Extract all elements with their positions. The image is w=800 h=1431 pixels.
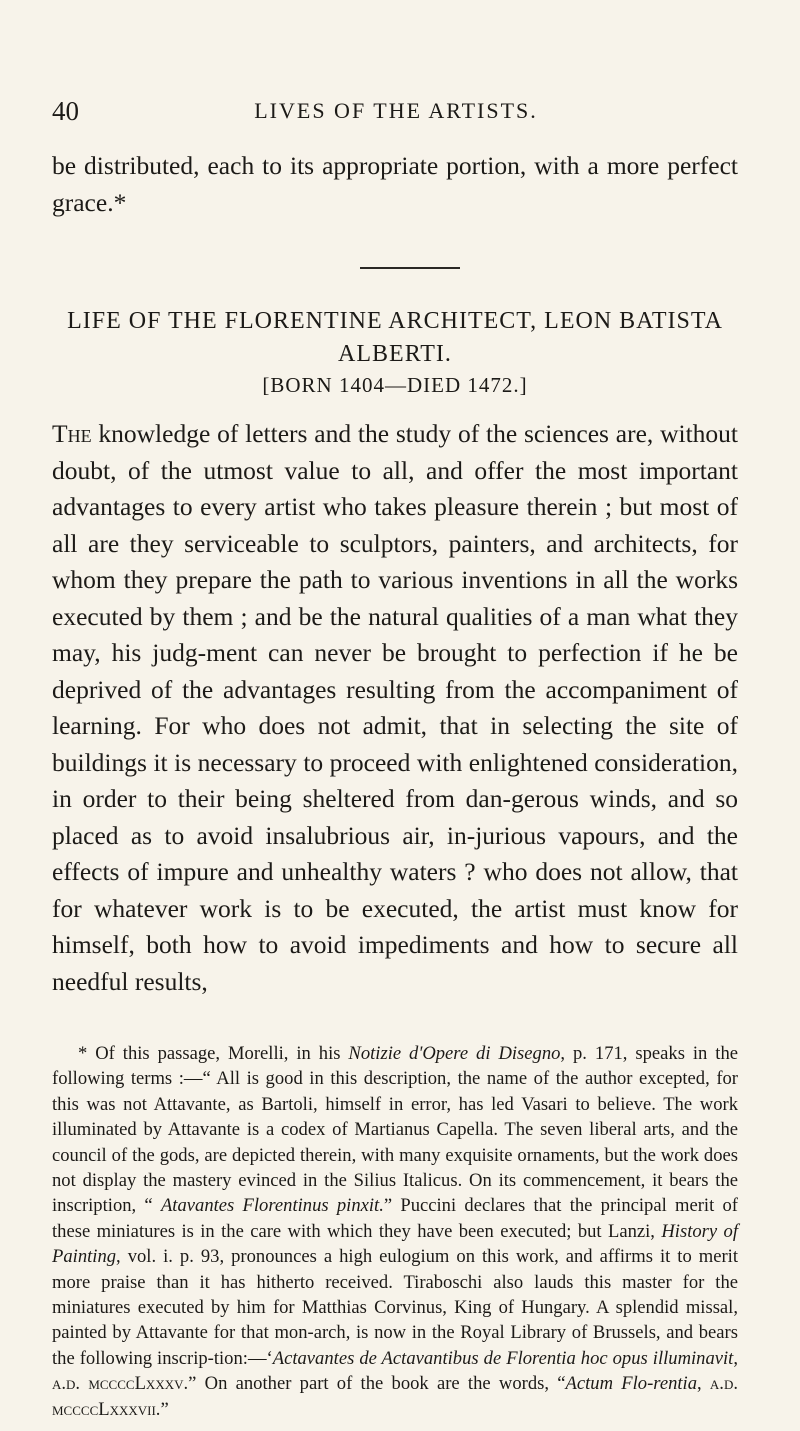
footnote-date: a.d. mccccLxxxvii. — [52, 1373, 738, 1420]
footnote-italic: Atavantes Florentinus pinxit. — [160, 1195, 384, 1217]
main-paragraph — [52, 416, 738, 1000]
main-paragraph-text: knowledge of letters and the study of the sciences are, without doubt, of the utmost value to all, and offer the most important advantages to every artist who takes pleasure therein ; but most of all are they serviceable to sculptors, painters, and architects, for whom they prepare the path to various inventions in all the works executed by them ; and be the natural qualities of a man what they may, his judg-ment can never be brought to perfection if he be deprived of the advantages resulting from the accompaniment of learning. For who does not admit, that in selecting the site of buildings it is necessary to proceed with enlightened consideration, in order to their being sheltered from dan-gerous winds, and so placed as to avoid insalubrious air, in-jurious vapours, and the effects of impure and unhealthy waters ? who does not allow, that for whatever work is to be executed, the artist must know for himself, both how to avoid impediments and how to secure all needful results, — [52, 419, 738, 996]
footnote-part: , vol. i. p. 93, pronounces a high eulogium on this work, and affirms it to merit more praise than it has hitherto received. Tiraboschi also lauds this master for the miniatures executed by him for Matthias Corvinus, King of Hungary. A splendid missal, painted by Attavante for that mon-arch, is now in the Royal Library of Brussels, and bears the following inscrip-tion:—‘ — [52, 1246, 738, 1369]
footnote-italic: History of Painting — [52, 1220, 738, 1268]
footnote-italic: Actavantes de Actavantibus de Florentia hoc opus illuminavit — [272, 1347, 734, 1369]
chapter-title-line1: LIFE OF THE FLORENTINE ARCHITECT, LEON BATISTA — [67, 308, 723, 334]
footnote-part: * Of this passage, Morelli, in his — [78, 1043, 349, 1064]
first-word: The — [52, 419, 92, 448]
footnote-part: ” Puccini declares that the principal merit of these miniatures is in the care with which they have been executed; but Lanzi, — [52, 1195, 738, 1242]
page-header — [52, 96, 740, 136]
footnote-part: , — [697, 1373, 710, 1395]
footnote-italic: Actum Flo-rentia — [565, 1373, 698, 1395]
footnote — [52, 1041, 738, 1422]
footnote-part: , p. 171, speaks in the following terms :—“ All is good in this description, the name of the author excepted, for this was not Attavante, as Bartoli, himself in error, has led Vasari to believe. The work illuminated by Attavante is a codex of Martianus Capella. The seven liberal arts, and the council of the gods, are depicted therein, with many exquisite ornaments, but the work does not display the mastery evinced in the Silius Italicus. On its commencement, it bears the inscription, “ — [52, 1043, 739, 1217]
running-head: LIVES OF THE ARTISTS. — [254, 98, 538, 123]
chapter-title — [52, 305, 738, 371]
intro-paragraph: be distributed, each to its appropriate portion, with a more perfect grace.* — [52, 151, 738, 217]
footnote-part: ” — [160, 1398, 169, 1420]
page-number: 40 — [52, 96, 79, 126]
footnote-italic: Notizie d'Opere di Disegno — [348, 1043, 561, 1064]
section-divider — [360, 267, 460, 269]
footnote-part: ” On another part of the book are the words, “ — [188, 1373, 566, 1395]
footnote-part: , — [733, 1347, 738, 1369]
chapter-title-line2: ALBERTI. — [338, 341, 452, 367]
footnote-date: a.d. mccccLxxxv. — [52, 1373, 189, 1395]
chapter-dates: [BORN 1404—DIED 1472.] — [262, 373, 528, 397]
